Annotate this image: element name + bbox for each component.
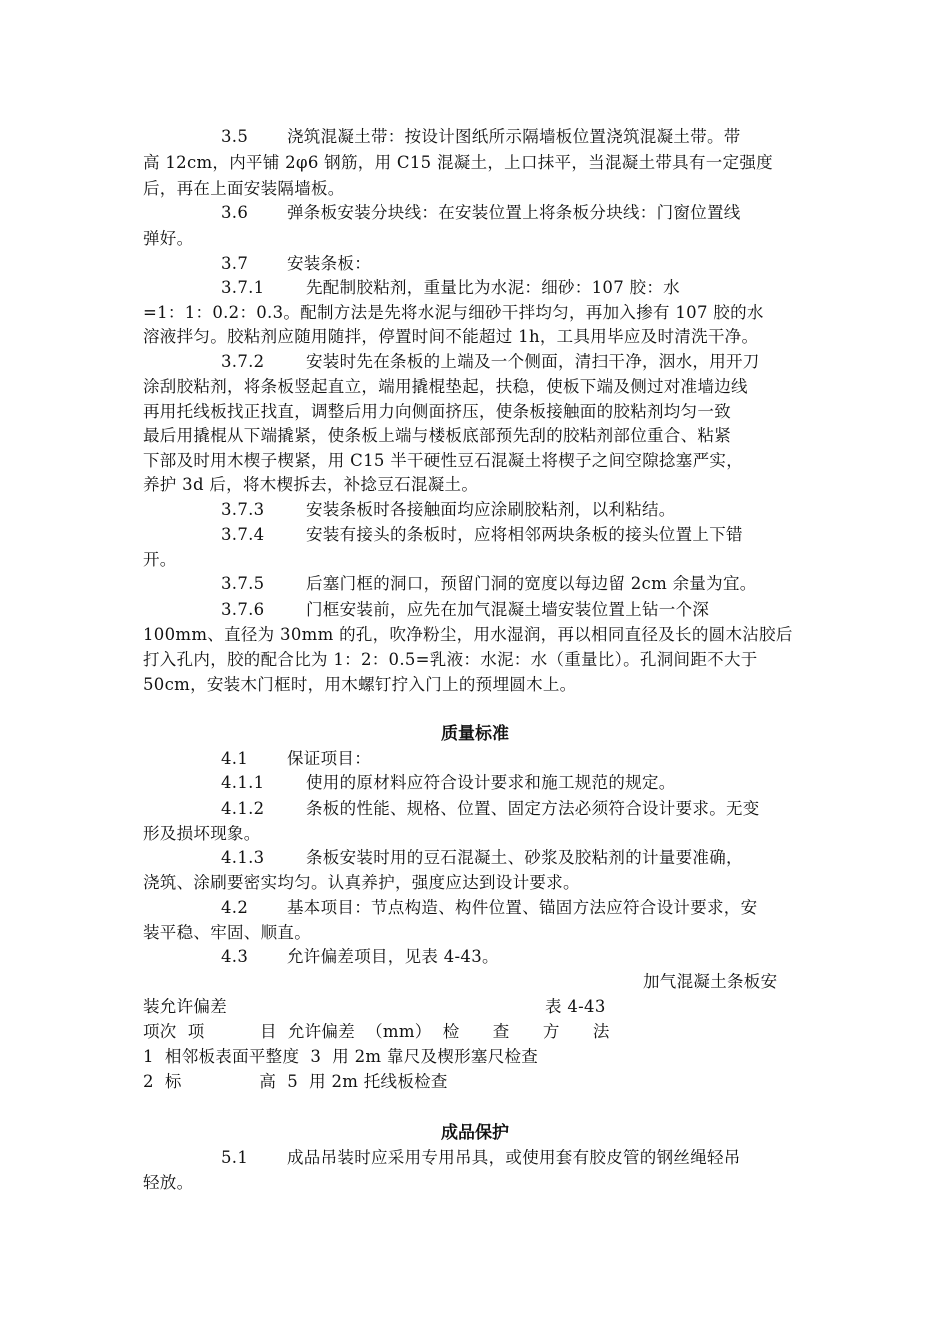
para-3-7-2-line6: 养护 3d 后，将木楔拆去，补捻豆石混凝土。: [143, 475, 479, 494]
para-3-7-6-line2: 100mm、直径为 30mm 的孔，吹净粉尘，用水湿润，再以相同直径及长的圆木沾胶后: [143, 625, 793, 644]
para-text: 弹条板安装分块线：在安装位置上将条板分块线：门窗位置线: [287, 203, 741, 222]
para-3-5-line3: 后，再在上面安装隔墙板。: [143, 179, 345, 198]
para-4-1-1: [221, 770, 676, 796]
para-text: 安装条板时各接触面均应涂刷胶粘剂，以利粘结。: [306, 500, 676, 519]
para-3-7: [221, 251, 371, 277]
para-text: 安装条板：: [287, 254, 371, 273]
para-3-7-1-line3: 溶液拌匀。胶粘剂应随用随拌，停置时间不能超过 1h，工具用毕应及时清洗干净。: [143, 327, 759, 346]
table-caption-line2: 装允许偏差: [143, 997, 227, 1016]
para-text: 条板的性能、规格、位置、固定方法必须符合设计要求。无变: [306, 799, 760, 818]
para-3-7-3: [221, 497, 676, 523]
section-number: 5.1: [221, 1148, 249, 1167]
para-3-7-2-line5: 下部及时用木楔子楔紧，用 C15 半干硬性豆石混凝土将楔子之间空隙捻塞严实，: [143, 451, 744, 470]
para-text: 条板安装时用的豆石混凝土、砂浆及胶粘剂的计量要准确，: [306, 848, 743, 867]
section-number: 3.7.4: [221, 525, 265, 544]
para-3-7-6-line3: 打入孔内，胶的配合比为 1：2：0.5=乳液：水泥：水（重量比）。孔洞间距不大于: [143, 650, 758, 669]
para-text: 安装有接头的条板时，应将相邻两块条板的接头位置上下错: [306, 525, 743, 544]
para-5-1: [221, 1145, 741, 1171]
para-3-7-1-line2: =1：1：0.2：0.3。配制方法是先将水泥与细砂干拌均匀，再加入掺有 107 胶的水: [143, 303, 764, 322]
para-3-7-2-line4: 最后用撬棍从下端撬紧，使条板上端与楼板底部预先刮的胶粘剂部位重合、粘紧: [143, 426, 731, 445]
section-number: 3.7: [221, 254, 249, 273]
section-number: 4.1.3: [221, 848, 265, 867]
para-3-7-4: [221, 522, 743, 548]
para-4-1-2-line2: 形及损坏现象。: [143, 824, 261, 843]
para-4-1-2: [221, 796, 760, 822]
section-number: 3.7.6: [221, 600, 265, 619]
section-number: 3.6: [221, 203, 249, 222]
para-3-6: [221, 200, 741, 226]
section-number: 3.7.3: [221, 500, 265, 519]
para-5-1-line2: 轻放。: [143, 1173, 194, 1192]
para-text: 保证项目：: [287, 749, 371, 768]
para-3-7-2-line2: 涂刮胶粘剂，将条板竖起直立，端用撬棍垫起，扶稳，使板下端及侧过对准墙边线: [143, 377, 748, 396]
para-text: 使用的原材料应符合设计要求和施工规范的规定。: [306, 773, 676, 792]
para-4-2-line2: 装平稳、牢固、顺直。: [143, 923, 311, 942]
table-header: 项次 项 目 允许偏差 （mm） 检 查 方 法: [143, 1022, 610, 1041]
table-number: 表 4-43: [545, 997, 606, 1016]
section-number: 4.3: [221, 947, 249, 966]
para-text: 浇筑混凝土带：按设计图纸所示隔墙板位置浇筑混凝土带。带: [287, 127, 741, 146]
para-text: 成品吊装时应采用专用吊具，或使用套有胶皮管的钢丝绳轻吊: [287, 1148, 741, 1167]
section-number: 4.1: [221, 749, 249, 768]
para-3-7-6: [221, 597, 709, 623]
para-text: 先配制胶粘剂，重量比为水泥：细砂：107 胶：水: [306, 278, 680, 297]
table-row: 2 标 高 5 用 2m 托线板检查: [143, 1072, 448, 1091]
para-3-7-1: [221, 275, 680, 301]
section-number: 4.1.2: [221, 799, 265, 818]
para-4-1: [221, 746, 371, 772]
para-4-1-3-line2: 浇筑、涂刷要密实均匀。认真养护，强度应达到设计要求。: [143, 873, 580, 892]
section-number: 3.7.2: [221, 352, 265, 371]
section-number: 3.7.5: [221, 574, 265, 593]
section-heading-quality: 质量标准: [441, 724, 509, 744]
para-4-1-3: [221, 845, 743, 871]
para-text: 基本项目：节点构造、构件位置、锚固方法应符合设计要求，安: [287, 898, 758, 917]
para-3-6-line2: 弹好。: [143, 229, 194, 248]
para-3-5-line2: 高 12cm，内平铺 2φ6 钢筋，用 C15 混凝土，上口抹平，当混凝土带具有一定强度: [143, 153, 773, 172]
para-4-2: [221, 895, 757, 921]
para-3-7-5: [221, 571, 757, 597]
para-3-7-6-line4: 50cm，安装木门框时，用木螺钉拧入门上的预埋圆木上。: [143, 675, 577, 694]
section-number: 4.1.1: [221, 773, 265, 792]
section-heading-protection: 成品保护: [441, 1123, 509, 1143]
para-text: 门框安装前，应先在加气混凝土墙安装位置上钻一个深: [306, 600, 710, 619]
para-text: 后塞门框的洞口，预留门洞的宽度以每边留 2cm 余量为宜。: [306, 574, 757, 593]
para-4-3: [221, 944, 499, 970]
para-text: 安装时先在条板的上端及一个侧面，清扫干净，洇水，用开刀: [306, 352, 760, 371]
section-number: 3.7.1: [221, 278, 265, 297]
section-number: 4.2: [221, 898, 249, 917]
section-number: 3.5: [221, 127, 249, 146]
para-text: 允许偏差项目，见表 4-43。: [287, 947, 499, 966]
para-3-5: [221, 124, 741, 150]
table-caption: 加气混凝土条板安: [643, 972, 778, 991]
para-3-7-4-line2: 开。: [143, 550, 177, 569]
para-3-7-2: [221, 349, 760, 375]
table-row: 1 相邻板表面平整度 3 用 2m 靠尺及楔形塞尺检查: [143, 1047, 539, 1066]
para-3-7-2-line3: 再用托线板找正找直，调整后用力向侧面挤压，使条板接触面的胶粘剂均匀一致: [143, 402, 731, 421]
